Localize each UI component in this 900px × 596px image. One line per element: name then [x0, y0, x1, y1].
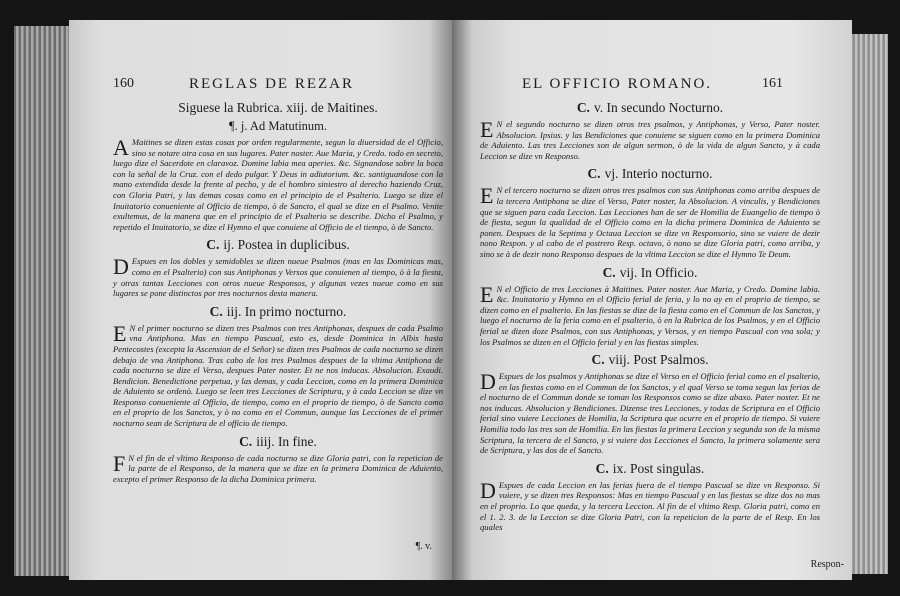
right-page-edges — [848, 34, 888, 574]
section-heading: C. iiij. In fine. — [239, 433, 317, 449]
paragraph — [113, 256, 443, 298]
paragraph-text: N el Officio de tres Lecciones à Maitines. Pater noster. Aue Maria, y Credo. Domine labia. &c. Inuitatorio y Hymno en el Officio ferial de feria, y lo no ay en el proprio de tiempo, se dizen como en el psalterio. En las fiestas se dize de la fiesta como en el Commun de los Sanctos, y luego el nocturno de la feria como en el psalterio, ò en la Rubrica de los Psalmos, y en el Officio ferial se dizen doze Psalmos, con sus Antiphonas, y Versos, y en tiempo Pascual con vna sola; y los Psalmos se dizen en el Officio ferial y en las fiestas simples. — [480, 283, 820, 347]
paragraph-text: Espues de los psalmos y Antiphonas se dize el Verso en el Officio ferial como en el psalterio, en las fiestas como en el Commun de los Sanctos, y el qual Verso se toma segun las ferias de el nocturno de el Commun donde se toman los Responsos como se dize abaxo. Pater noster. Et ne nos inducas. Absolucion y Bendiciones. Dizense tres Lecciones, y todas de Scriptura en el Officio ferial sino vuiere Lecciones de Homilia, la Scriptura que ocurre en el proprio de tiempo. Si vuiere Homilia todo las tres son de Homilia. En las fiestas la primera Leccion y segunda son de la misma Scriptura, la tercera de el Sancto, y si vuiere dos Lecciones el Sancto, la primera solamente sera de Scriptura, y las dos de el Sancto. — [480, 371, 820, 456]
section-mark: C. — [595, 460, 609, 476]
paragraph-text: Maitines se dizen estas cosas por orden regularmente, segun la diuersidad de el Officio, sino se notare otra cosa en sus lugares. Pater noster. Aue Maria, y Credo. todo en secreto, luego dize el Sacerdote en claravoz. Domine labia mea aperies. &c. Signandose sobre la boca con la señal de la Cruz. con el dedo pulgar. Y Deus in adiutorium. &c. santiguandose con la mano extendida desde la frente al pecho, y de el hombro siniestro al derecho haziendo Cruz, con Gloria Patri, y las demas cosas como en el principio de el Psalterio. Luego se dize el Inuitatorio conueniente al Officio de tiempo, ò de Sancto, el qual se dize en el Psalmo. Venite exultemus, de la manera que en el principio de el Psalterio se describe. Dicho el Psalmo, y repetido el Inuitatorio, se dize el Hymno el que conuiene al Officio de el tiempo, ò de Sancto. — [113, 137, 443, 232]
section-mark: C. — [209, 303, 223, 319]
paragraph — [113, 320, 443, 429]
section-heading: C. v. In secundo Nocturno. — [576, 100, 724, 115]
section-mark: C. — [591, 352, 605, 368]
drop-cap: D — [480, 477, 496, 503]
paragraph-text: Espues de cada Leccion en las ferias fuera de el tiempo Pascual se dize vn Responso. Si vuiere, y se dizen tres Responsos: Mas en tiempo Pascual y en las fiestas se dize dos no mas en el proprio. Lo que queda, y la tercera Leccion. Al fin de el vltimo Resp. Gloria patri, como en el 1. 2. 3. de la Leccion se dize Gloria Patri, con la repeticion de la parte de el Resp. En los quales — [480, 479, 820, 533]
section-heading: C. vj. Interio nocturno. — [587, 166, 713, 182]
right-page — [452, 20, 852, 580]
paragraph — [113, 137, 443, 232]
section-mark: C. — [602, 264, 616, 280]
section-mark: C. — [206, 237, 220, 253]
drop-cap: E — [480, 183, 494, 209]
rubric-title: Siguese la Rubrica. xiij. de Maitines. — [178, 100, 378, 115]
drop-cap: E — [480, 281, 494, 307]
paragraph — [480, 185, 820, 259]
drop-cap: E — [480, 117, 494, 142]
open-book — [14, 14, 888, 586]
paragraph — [480, 371, 820, 456]
section-heading: ¶. j. Ad Matutinum. — [228, 119, 328, 133]
section-heading: C. iij. In primo nocturno. — [209, 303, 347, 319]
section-heading: C. ix. Post singulas. — [595, 460, 705, 476]
paragraph — [480, 119, 820, 161]
drop-cap: E — [113, 320, 127, 346]
paragraph-text: N el primer nocturno se dizen tres Psalmos con tres Antiphonas, despues de cada Psalmo vna Antiphona. Mas en tiempo Pascual, esto es, desde Dominica in Albis hasta Pentecostes (excepta la Ascension de el Señor) se dizen tres Psalmos de cada nocturno se dizen debajo de vna Antiphona. Tras cabo de los tres Psalmos despues de la vltima Antiphona de cada nocturno se dize el Verso, despues Pater noster. Et ne nos inducas. Absolucion. Exaudi. Bendicion. Benedictione perpetua, y las demas, y cada Leccion, como en la primera Dominica de Aduiento se ordenò. Luego se leen tres Lecciones de Scriptura, y à cada Leccion se dize vn Responso conueniente al Officio, de tiempo, como en el proprio de tiempo, ò de Sancto como en el proprio de los Sanctos, y ò no como en el Commun, aunque las Lecciones de el primer nocturno sean de Scriptura de el officio de tiempo. — [113, 322, 443, 429]
drop-cap: D — [113, 254, 129, 280]
paragraph-text: N el segundo nocturno se dizen otros tres psalmos, y Antiphonas, y Verso, Pater noster. Absolucion. Ipsius. y las Bendiciones que conuiene se siguen como en la primera Dominica de Aduiento. Las tres Lecciones son de algun sermon, ò de la vida de algun Sancto, y à cada Leccion se dize vn Responso. — [480, 119, 820, 161]
catchword: Respon- — [810, 559, 844, 570]
section-mark: C. — [239, 433, 253, 449]
paragraph-text: Espues en los dobles y semidobles se dizen nueue Psalmos (mas en las Dominicas mas, como en el Psalterio) con sus Antiphonas y Versos que conuienen al tiempo, ò à la fiesta, y otras tantas Lecciones con otros nueue Responsos, y algunas vezes nueue como en sus lugares se pone distinctos por tres nocturnos desta manera. — [113, 256, 443, 299]
section-heading: C. viij. Post Psalmos. — [591, 352, 709, 368]
drop-cap: A — [113, 135, 129, 160]
section-mark: C. — [587, 166, 601, 182]
catchword: ¶. v. — [415, 541, 432, 552]
section-heading: C. vij. In Officio. — [602, 264, 698, 280]
running-head: EL OFFICIO ROMANO. — [522, 76, 713, 92]
drop-cap: D — [480, 369, 496, 395]
drop-cap: F — [113, 450, 126, 476]
left-page — [69, 20, 452, 580]
paragraph-text: N el tercero nocturno se dizen otros tres psalmos con sus Antiphonas como arriba despues de la tercera Antiphona se dize el Verso, Pater noster, la Absolucion. A vinculis, y Bendiciones que se siguen para cada Leccion. Las Lecciones han de ser de Homilia de Euangelio de tiempo ò de fiesta, segun la qualidad de el Officio como en la dicha primera Dominica de Aduiento se ponen. Despues de la Septima y Octaua Leccion se dize vn Responsorio, sino se vuiere de dezir nono Respon. y al cabo de el postrero Resp. octavo, ò nono se dize Gloria patri, como arriba, y sino se à de dezir nono Responso despues de la vltima Leccion se dize el Hymno Te Deum. — [480, 185, 820, 259]
paragraph — [480, 477, 820, 533]
section-mark: C. — [576, 100, 590, 115]
page-number: 160 — [113, 76, 134, 91]
left-page-edges — [14, 26, 74, 576]
paragraph — [113, 450, 443, 485]
paragraph-text: N el fin de el vltimo Responso de cada nocturno se dize Gloria patri, con la repeticion de la parte de el Responso, de la manera que se dize en la primera Dominica de Aduiento, excepto el primer Responso de la dicha Dominica primera. — [113, 452, 443, 484]
page-number: 161 — [762, 76, 783, 91]
paragraph — [480, 281, 820, 348]
running-head: REGLAS DE REZAR — [189, 76, 354, 92]
section-heading: C. ij. Postea in duplicibus. — [206, 237, 350, 253]
